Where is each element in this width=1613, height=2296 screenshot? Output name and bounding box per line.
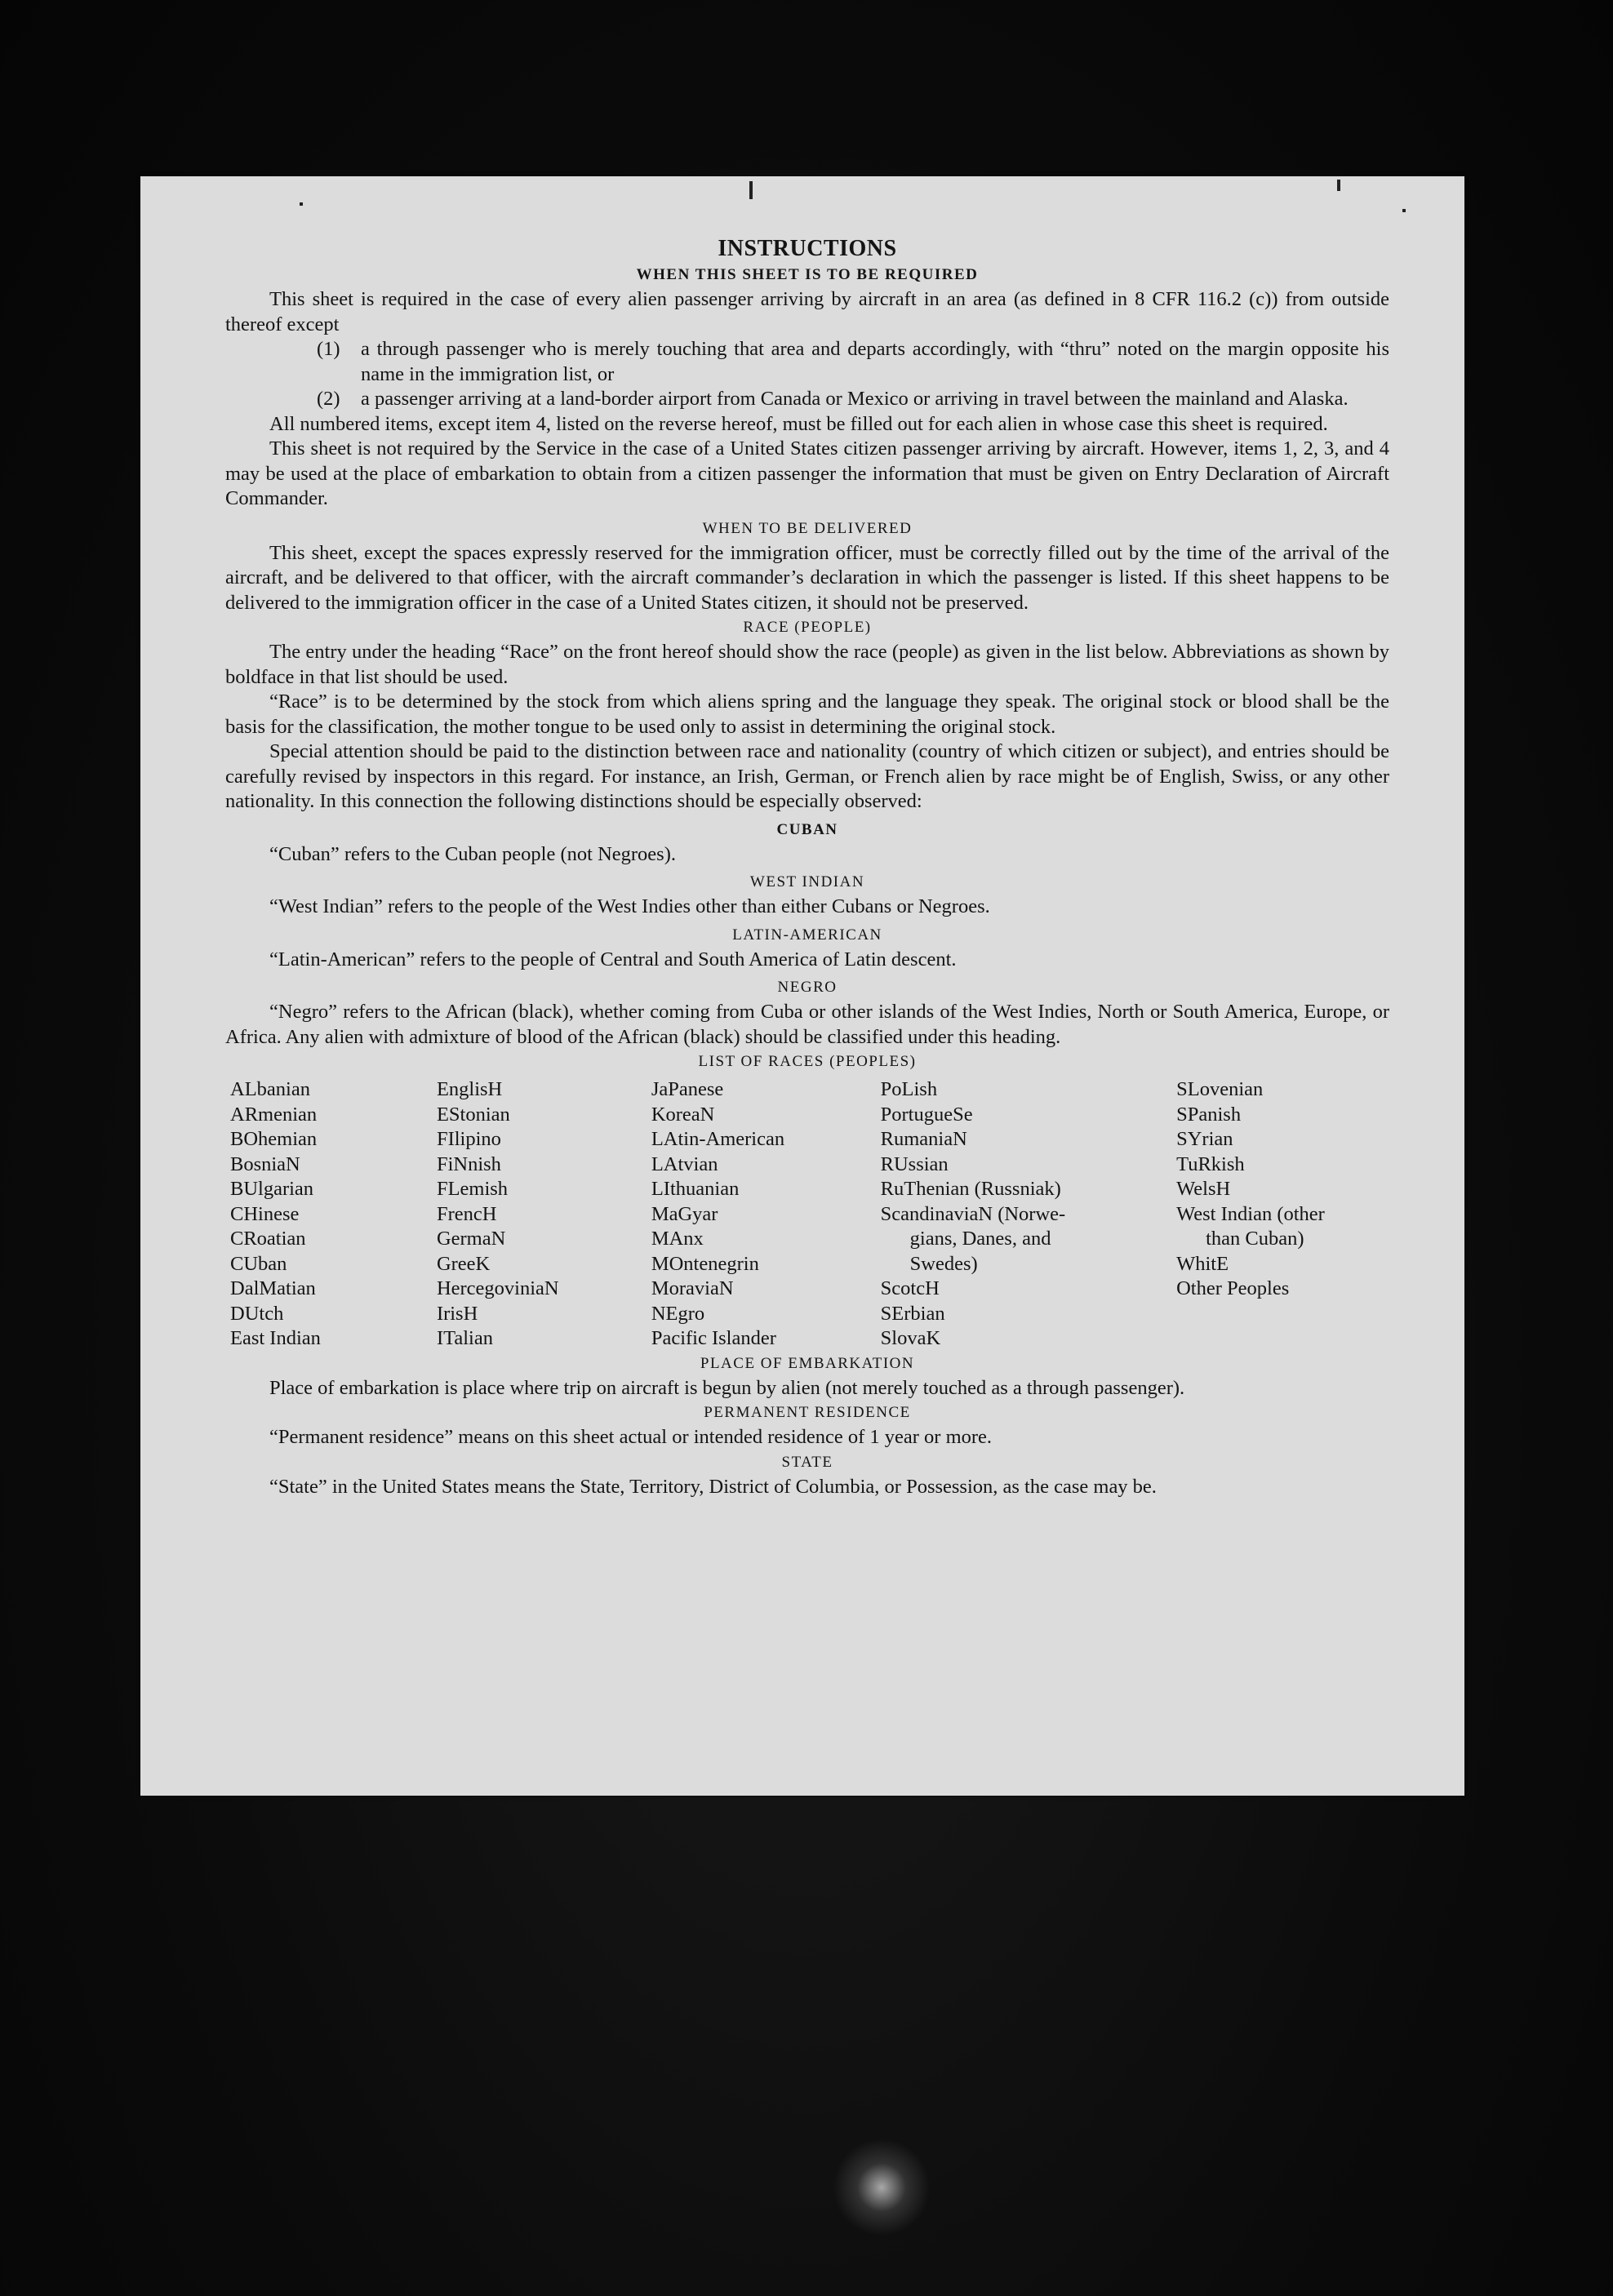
list-item xyxy=(317,387,1389,412)
section-heading-race: RACE (PEOPLE) xyxy=(743,619,872,636)
race-entry: ScandinaviaN (Norwe- xyxy=(880,1202,1066,1225)
race-entry: ScotcH xyxy=(880,1277,940,1299)
race-entry: MOntenegrin xyxy=(651,1252,759,1275)
punch-mark xyxy=(1337,180,1340,191)
paragraph: This sheet is required in the case of every alien passenger arriving by aircraft in an area (as defined in 8 CFR 116.2 (c)) from outside thereof except xyxy=(225,288,1389,335)
section-heading-state: STATE xyxy=(781,1453,833,1471)
race-entry: Pacific Islander xyxy=(651,1327,776,1349)
race-entry: GermaN xyxy=(436,1228,506,1250)
race-entry: EStonian xyxy=(436,1103,510,1126)
race-entry: BOhemian xyxy=(230,1128,318,1150)
race-entry: CRoatian xyxy=(230,1228,306,1250)
race-list-column xyxy=(881,1077,1176,1352)
paragraph: Special attention should be paid to the distinction between race and nationality (country of which citizen or subject), and entries should be carefully revised by inspectors in this regard. For instance, an Irish, German, or French alien by race might be of English, Swiss, or any other nationality. In this connection the following distinctions should be especially observed: xyxy=(225,740,1389,812)
race-entry: FIlipino xyxy=(436,1128,501,1150)
paragraph: This sheet is not required by the Service in the case of a United States citizen passenger arriving by aircraft. However, items 1, 2, 3, and 4 may be used at the place of embarkation to obtain from a citizen passenger the information that must be given on Entry Declaration of Aircraft Commander. xyxy=(225,437,1389,509)
race-entry: Other Peoples xyxy=(1176,1277,1290,1299)
section-heading-negro: NEGRO xyxy=(777,979,838,996)
race-entry: LAtin-American xyxy=(651,1128,785,1150)
race-entry: gians, Danes, and xyxy=(909,1228,1051,1250)
section-heading-west-indian: WEST INDIAN xyxy=(749,873,865,890)
race-entry: BUlgarian xyxy=(230,1178,314,1200)
punch-mark xyxy=(300,202,303,206)
race-entry: MAnx xyxy=(651,1228,704,1250)
paragraph: “Latin-American” refers to the people of Central and South America of Latin descent. xyxy=(269,948,957,970)
paragraph: This sheet, except the spaces expressly reserved for the immigration officer, must be correctly filled out by the time of the arrival of the aircraft, and be delivered to that officer, with the aircraft commander’s declaration in which the passenger is listed. If this sheet happens to be delivered to the immigration officer in the case of a United States citizen, it should not be preserved. xyxy=(225,541,1389,614)
race-entry: RumaniaN xyxy=(880,1128,967,1150)
paragraph: “Cuban” refers to the Cuban people (not Negroes). xyxy=(269,842,676,865)
race-list xyxy=(230,1077,1389,1352)
race-list-column xyxy=(651,1077,881,1352)
paragraph: The entry under the heading “Race” on the front hereof should show the race (people) as given in the list below. Abbreviations as shown by boldface in that list should be used. xyxy=(225,641,1389,688)
race-entry: RUssian xyxy=(880,1152,949,1175)
race-entry: HercegoviniaN xyxy=(436,1277,559,1299)
item-text: a passenger arriving at a land-border airport from Canada or Mexico or arriving in travel between the mainland and Alaska. xyxy=(361,388,1349,410)
race-entry: SErbian xyxy=(880,1302,945,1325)
scanner-glare xyxy=(833,2138,931,2236)
paragraph: “Permanent residence” means on this sheet actual or intended residence of 1 year or more. xyxy=(269,1426,993,1448)
race-entry: RuThenian (Russniak) xyxy=(880,1178,1061,1200)
race-entry: FLemish xyxy=(436,1178,509,1200)
race-entry: NEgro xyxy=(651,1302,705,1325)
race-entry: East Indian xyxy=(230,1327,321,1349)
item-text: a through passenger who is merely touching that area and departs accordingly, with “thru” noted on the margin opposite his name in the immigration list, or xyxy=(361,338,1389,385)
race-entry: TuRkish xyxy=(1176,1152,1245,1175)
race-entry: PortugueSe xyxy=(880,1103,973,1126)
race-entry: WhitE xyxy=(1176,1252,1229,1275)
paragraph: “West Indian” refers to the people of the West Indies other than either Cubans or Negroes. xyxy=(269,895,990,917)
race-entry: DalMatian xyxy=(230,1277,316,1299)
section-heading-when-required: WHEN THIS SHEET IS TO BE REQUIRED xyxy=(636,266,979,283)
race-entry: SlovaK xyxy=(880,1327,941,1349)
race-entry: MoraviaN xyxy=(651,1277,734,1299)
paragraph: “Negro” refers to the African (black), whether coming from Cuba or other islands of the West Indies, North or South America, Europe, or Africa. Any alien with admixture of blood of the African (black) should be classified under this heading. xyxy=(225,1001,1389,1048)
section-heading-embarkation: PLACE OF EMBARKATION xyxy=(700,1354,915,1372)
race-list-column xyxy=(437,1077,651,1352)
list-item xyxy=(317,337,1389,387)
race-entry: SLovenian xyxy=(1176,1078,1264,1100)
race-entry: ARmenian xyxy=(230,1103,318,1126)
race-entry: PoLish xyxy=(880,1078,938,1100)
instructions-document xyxy=(225,235,1389,1499)
race-entry: EnglisH xyxy=(436,1078,503,1100)
item-number: (2) xyxy=(317,388,340,410)
race-entry: LIthuanian xyxy=(651,1178,740,1200)
race-entry: Swedes) xyxy=(909,1252,978,1275)
race-entry: CUban xyxy=(230,1252,287,1275)
race-entry: SPanish xyxy=(1176,1103,1242,1126)
race-entry: IrisH xyxy=(436,1302,478,1325)
race-entry: LAtvian xyxy=(651,1152,718,1175)
page-title: INSTRUCTIONS xyxy=(718,236,897,261)
race-entry: MaGyar xyxy=(651,1202,718,1225)
paragraph: All numbered items, except item 4, listed on the reverse hereof, must be filled out for each alien in whose case this sheet is required. xyxy=(269,412,1328,435)
race-entry: JaPanese xyxy=(651,1078,724,1100)
race-entry: BosniaN xyxy=(230,1152,300,1175)
section-heading-latin-american: LATIN-AMERICAN xyxy=(732,926,882,944)
race-entry: KoreaN xyxy=(651,1103,715,1126)
section-heading-when-delivered: WHEN TO BE DELIVERED xyxy=(702,519,913,537)
paragraph: “Race” is to be determined by the stock from which aliens spring and the language they speak. The original stock or blood shall be the basis for the classification, the mother tongue to be used only to assist in determining the original stock. xyxy=(225,691,1389,738)
item-number: (1) xyxy=(317,338,340,360)
race-entry: ALbanian xyxy=(230,1078,310,1100)
punch-mark xyxy=(749,181,753,199)
race-entry: WelsH xyxy=(1176,1178,1231,1200)
section-heading-cuban: CUBAN xyxy=(776,820,838,838)
section-heading-list-of-races: LIST OF RACES (PEOPLES) xyxy=(698,1053,917,1070)
race-entry: CHinese xyxy=(230,1202,300,1225)
race-entry: SYrian xyxy=(1176,1128,1233,1150)
paragraph: Place of embarkation is place where trip on aircraft is begun by alien (not merely touched as a through passenger). xyxy=(269,1376,1185,1399)
race-entry: West Indian (other xyxy=(1176,1202,1325,1225)
race-list-column xyxy=(230,1077,437,1352)
punch-mark xyxy=(1402,209,1406,212)
race-list-column xyxy=(1176,1077,1389,1352)
document-sheet xyxy=(140,176,1464,1796)
race-entry: FiNnish xyxy=(436,1152,501,1175)
race-entry: GreeK xyxy=(436,1252,491,1275)
section-heading-residence: PERMANENT RESIDENCE xyxy=(704,1404,911,1421)
paragraph: “State” in the United States means the State, Territory, District of Columbia, or Possession, as the case may be. xyxy=(269,1475,1157,1498)
race-entry: DUtch xyxy=(230,1302,284,1325)
race-entry: FrencH xyxy=(436,1202,497,1225)
race-entry: ITalian xyxy=(436,1327,493,1349)
race-entry: than Cuban) xyxy=(1206,1228,1304,1250)
